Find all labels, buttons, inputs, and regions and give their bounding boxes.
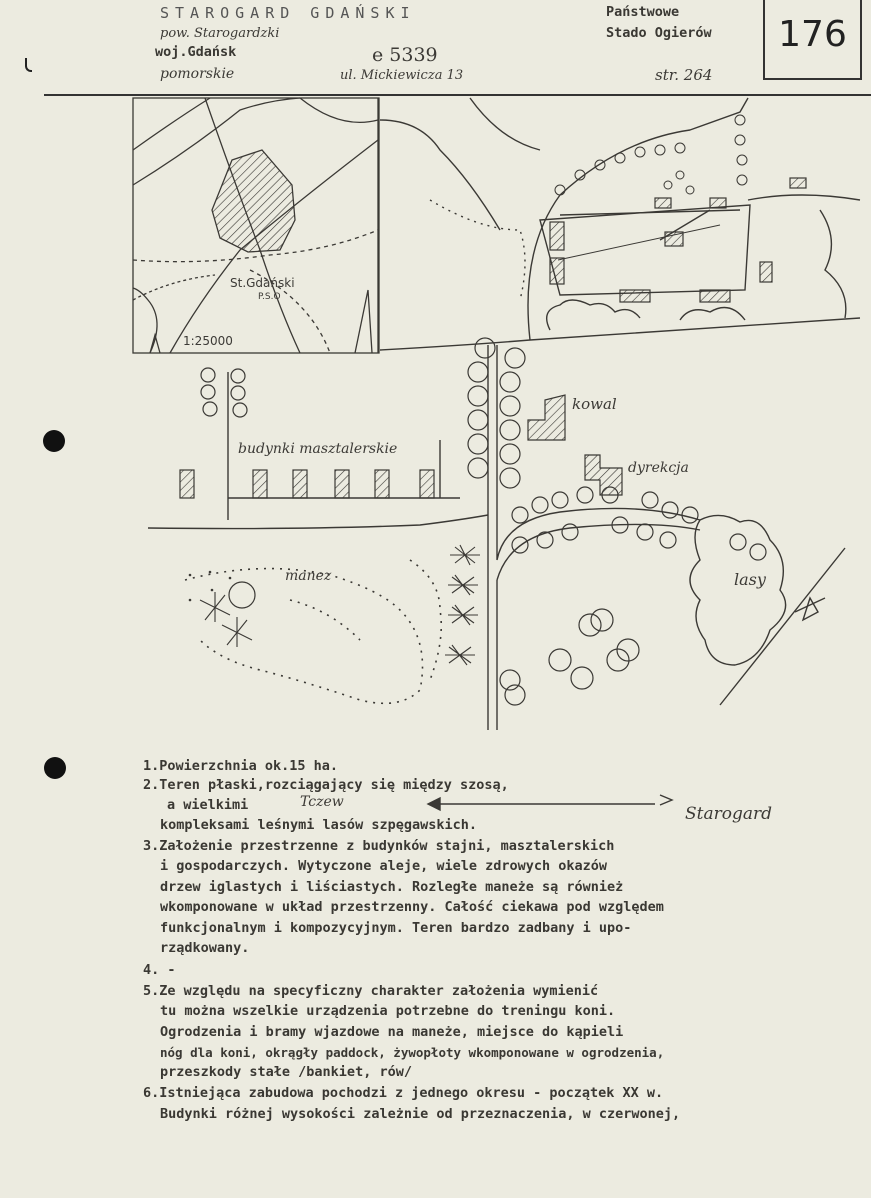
text-line-17: 6.Istniejąca zabudowa pochodzi z jednego okresu - początek XX w.: [143, 1085, 664, 1101]
institution-line-2: Stado Ogierów: [606, 25, 712, 41]
catalog-hand-number: e 5339: [372, 44, 438, 66]
stable-building: [180, 470, 194, 498]
address-hand-note: ul. Mickiewicza 13: [340, 68, 464, 83]
text-line-14: Ogrodzenia i bramy wjazdowe na maneże, miejsce do kąpieli: [160, 1024, 624, 1040]
stable-building: [375, 470, 389, 498]
inset-town-label: St.Gdański: [230, 276, 295, 290]
text-line-3a: a wielkimi: [167, 797, 249, 813]
header-town: STAROGARD GDAŃSKI: [160, 4, 416, 22]
inset-scale-label: 1:25000: [183, 334, 233, 348]
page-number: 176: [778, 14, 847, 55]
label-budynki: budynki masztalerskie: [238, 441, 398, 457]
header-voivodeship-hand-note: pomorskie: [160, 66, 235, 82]
label-kowal: kowal: [572, 395, 617, 413]
inset-town-area: [212, 150, 295, 252]
text-line-6: i gospodarczych. Wytyczone aleje, wiele zdrowych okazów: [160, 858, 608, 874]
page-ref-hand-note: str. 264: [655, 66, 713, 84]
label-lasy: lasy: [734, 570, 766, 589]
kowal-building: [528, 395, 565, 440]
stable-building: [293, 470, 307, 498]
inset-pso-label: P.S.O: [258, 292, 281, 302]
stable-building: [253, 470, 267, 498]
text-line-13: tu można wszelkie urządzenia potrzebne do treningu koni.: [160, 1003, 616, 1019]
header-town-hand-note: pow. Starogardzki: [160, 26, 280, 41]
stable-building: [335, 470, 349, 498]
text-line-7: drzew iglastych i liściastych. Rozległe maneże są również: [160, 879, 624, 895]
text-line-5: 3.Założenie przestrzenne z budynków stajni, masztalerskich: [143, 838, 615, 854]
hand-tczew: Tczew: [300, 794, 344, 810]
text-line-18: Budynki różnej wysokości zależnie od przeznaczenia, w czerwonej,: [160, 1106, 681, 1122]
text-line-15: nóg dla koni, okrągły paddock, żywopłoty wkomponowane w ogrodzenia,: [160, 1045, 665, 1060]
text-line-4: kompleksami leśnymi lasów szpęgawskich.: [160, 817, 477, 833]
text-line-1: 1.Powierzchnia ok.15 ha.: [143, 758, 339, 774]
institution-line-1: Państwowe: [606, 4, 680, 20]
label-manez: manez: [285, 568, 332, 584]
text-line-8: wkomponowane w układ przestrzenny. Całość ciekawa pod względem: [160, 899, 664, 915]
header-voivodeship: woj.Gdańsk: [155, 44, 237, 60]
text-line-16: przeszkody stałe /bankiet, rów/: [160, 1064, 412, 1080]
hand-starogard: Starogard: [685, 804, 773, 824]
text-line-11: 4. -: [143, 962, 176, 978]
text-line-12: 5.Ze względu na specyficzny charakter założenia wymienić: [143, 983, 599, 999]
text-line-2: 2.Teren płaski,rozciągający się między szosą,: [143, 777, 509, 793]
label-dyrekcja: dyrekcja: [628, 460, 689, 476]
stable-building: [420, 470, 434, 498]
text-line-9: funkcjonalnym i kompozycyjnym. Teren bardzo zadbany i upo-: [160, 920, 632, 936]
text-line-10: rządkowany.: [160, 940, 250, 956]
